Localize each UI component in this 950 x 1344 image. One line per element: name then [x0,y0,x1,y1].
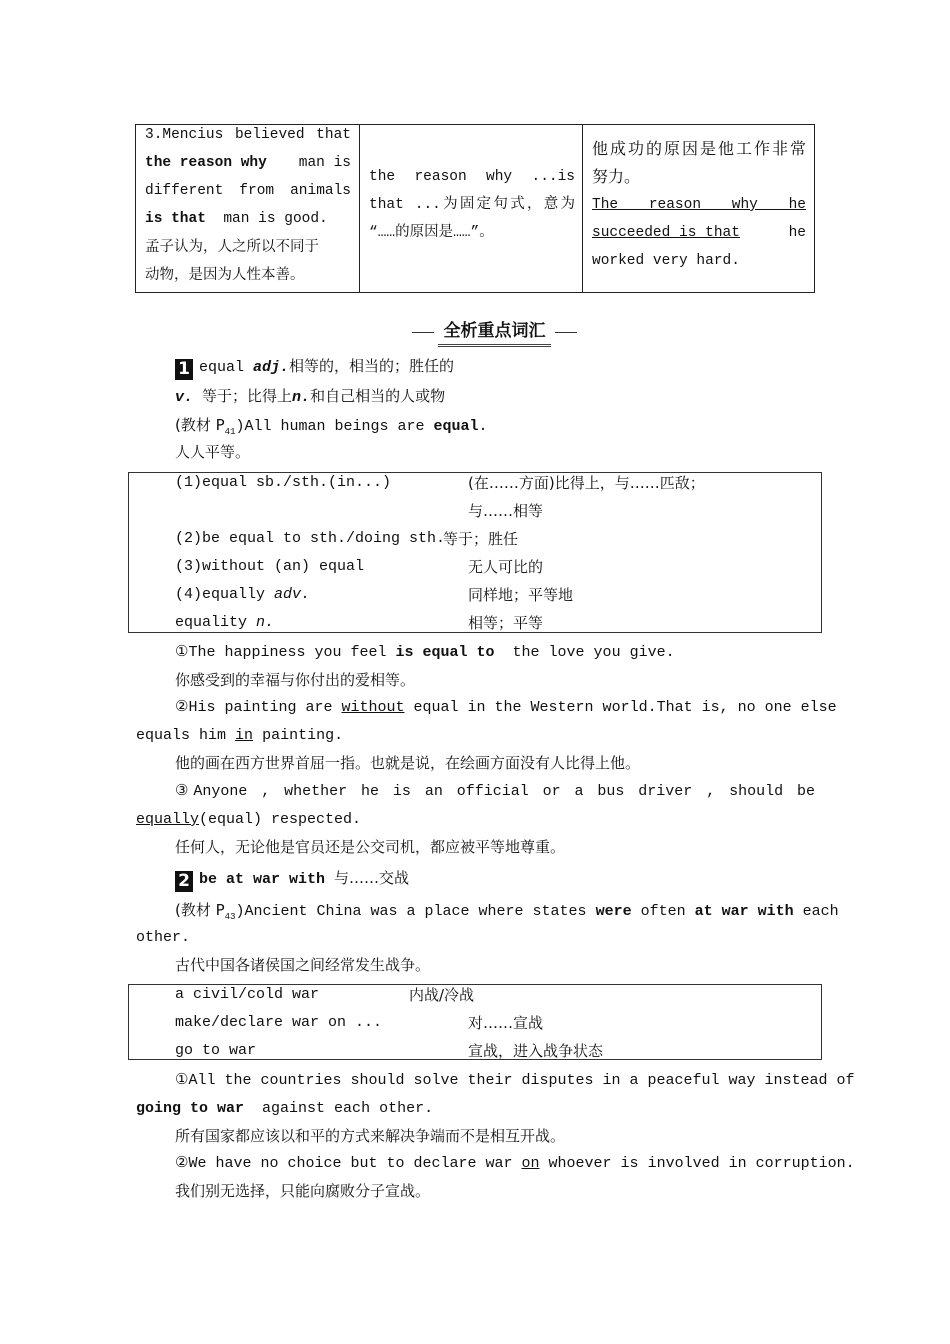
textbook-page: 43 [224,912,236,922]
usage-cn: 对……宣战 [468,1014,544,1032]
textbook-label: (教材 P [175,416,225,434]
answer-underline: in [235,727,254,744]
usage-en: make/declare war on ... [175,1014,383,1031]
item2-example2-cn: 我们别无选择，只能向腐败分子宣战。 [175,1182,431,1200]
table-text-cn: 动物，是因为人性本善。 [145,267,305,283]
item1-example3-cn: 任何人，无论他是官员还是公交司机，都应被平等地尊重。 [175,838,566,856]
table-cell-explanation [369,163,575,247]
answer-underline: equally [136,811,200,828]
item2-textbook-sentence [175,896,839,931]
usage-en: equality [175,614,257,631]
usage-cn: 同样地；平等地 [468,586,574,604]
table-text: man is [298,155,351,171]
section-title: 全析重点词汇 [438,318,551,347]
item1-example3-line2 [136,806,361,834]
head-phrase: be at war with [199,871,326,888]
usage-cn: 宣战，进入战争状态 [468,1042,604,1060]
sentence-text: whoever is involved in corruption. [548,1155,855,1172]
table-text: worked very hard. [592,253,740,269]
sentence-text: often [640,903,686,920]
sentence-text: )All human beings are [235,418,425,435]
pos-label: v. [175,389,194,406]
answer-underline: without [341,699,405,716]
sentence-text: . [478,418,488,435]
meaning: 相等的，相当的；胜任的 [289,357,455,375]
usage-cn: 等于；胜任 [443,530,519,548]
usage-cn: 内战/冷战 [409,986,475,1004]
table-divider [359,125,360,292]
textbook-page: 41 [224,427,236,437]
table-divider [582,125,583,292]
sentence-text: equal in the Western world.That is, no one else [413,699,837,716]
table-text: “……的原因是……”。 [369,225,494,241]
usage-en-row [175,581,310,609]
usage-en-row [175,609,274,637]
table-text: he [788,225,806,241]
sentence-text: equals him [136,727,227,744]
usage-en: (2)be equal to sth./doing sth. [175,530,446,547]
sentence-text: painting. [262,727,344,744]
item1-example2-cn: 他的画在西方世界首屈一指。也就是说，在绘画方面没有人比得上他。 [175,754,641,772]
item-number-badge: 2 [175,871,193,892]
section-header [412,318,577,344]
meaning: 与……交战 [334,869,410,887]
usage-cn: 无人可比的 [468,558,544,576]
key-phrase: is that [145,211,206,227]
table-text-cn: 努力。 [592,167,641,186]
sentence-text: ②We have no choice but to declare war [175,1155,513,1172]
usage-cn: 与……相等 [468,502,544,520]
table-text-row [145,205,351,233]
table-text: the reason why ...is [369,169,575,185]
item1-example3: ③Anyone , whether he is an official or a bus driver , should be [175,783,815,800]
pos-label: adj. [253,359,290,376]
table-text-row [145,149,351,177]
table-text: different from animals [145,183,351,199]
item2-example2 [175,1150,855,1178]
sentence-text: each [802,903,839,920]
item1-heading [175,352,454,382]
item1-example2 [175,694,837,722]
item2-example1-cn: 所有国家都应该以和平的方式来解决争端而不是相互开战。 [175,1127,566,1145]
key-phrase: equal [433,418,479,435]
key-phrase: at war with [694,903,794,920]
item-number-badge: 1 [175,359,193,380]
key-phrase: going to war [136,1100,245,1117]
item1-example1-cn: 你感受到的幸福与你付出的爱相等。 [175,671,416,689]
answer-underline: succeeded is that [592,225,740,241]
usage-cn: (在……方面)比得上，与……匹敌； [468,474,705,492]
item2-heading [175,864,409,894]
head-word: equal [199,359,245,376]
table-cell-example [145,121,351,289]
table-text-cn: 孟子认为，人之所以不同于 [145,239,319,255]
key-phrase: the reason why [145,155,267,171]
sentence-text: )Ancient China was a place where states [235,903,587,920]
example-table [135,124,815,293]
usage-en: (4)equally [175,586,275,603]
textbook-label: (教材 P [175,901,225,919]
table-cell-practice [592,135,806,275]
sentence-text: the love you give. [512,644,675,661]
key-phrase: were [595,903,632,920]
sentence-text: ①The happiness you feel [175,644,387,661]
sentence-text: ②His painting are [175,699,333,716]
header-rule [412,332,434,333]
meaning: 和自己相当的人或物 [310,387,446,405]
answer-text [592,191,806,219]
pos-label: n. [292,389,311,406]
item2-example1-line2 [136,1095,433,1123]
pos-label: adv. [274,586,311,603]
item1-textbook-cn: 人人平等。 [175,443,251,461]
usage-en: (1)equal sb./sth.(in...) [175,474,392,491]
pos-label: n. [256,614,275,631]
item2-textbook-line2: other. [136,929,191,946]
item2-textbook-cn: 古代中国各诸侯国之间经常发生战争。 [175,956,431,974]
table-text: that ...为固定句式，意为 [369,197,575,213]
usage-en: (3)without (an) equal [175,558,365,575]
sentence-text: against each other. [262,1100,434,1117]
item1-example1 [175,639,675,667]
key-phrase: is equal to [395,644,495,661]
usage-en: go to war [175,1042,257,1059]
header-rule [555,332,577,333]
item2-example1: ①All the countries should solve their disputes in a peaceful way instead of [175,1072,855,1089]
usage-cn: 相等；平等 [468,614,544,632]
table-text-cn: 他成功的原因是他工作非常 [592,139,806,158]
item1-example2-line2 [136,722,343,750]
table-text: man is good. [223,211,328,227]
usage-en: a civil/cold war [175,986,320,1003]
table-text-row [592,219,806,247]
meaning: 等于；比得上 [202,387,293,405]
item1-heading-2 [175,382,445,412]
table-text: 3.Mencius believed that [145,127,351,143]
sentence-text: (equal) respected. [199,811,362,828]
answer-underline: on [521,1155,540,1172]
answer-underline: The reason why he [592,197,806,213]
